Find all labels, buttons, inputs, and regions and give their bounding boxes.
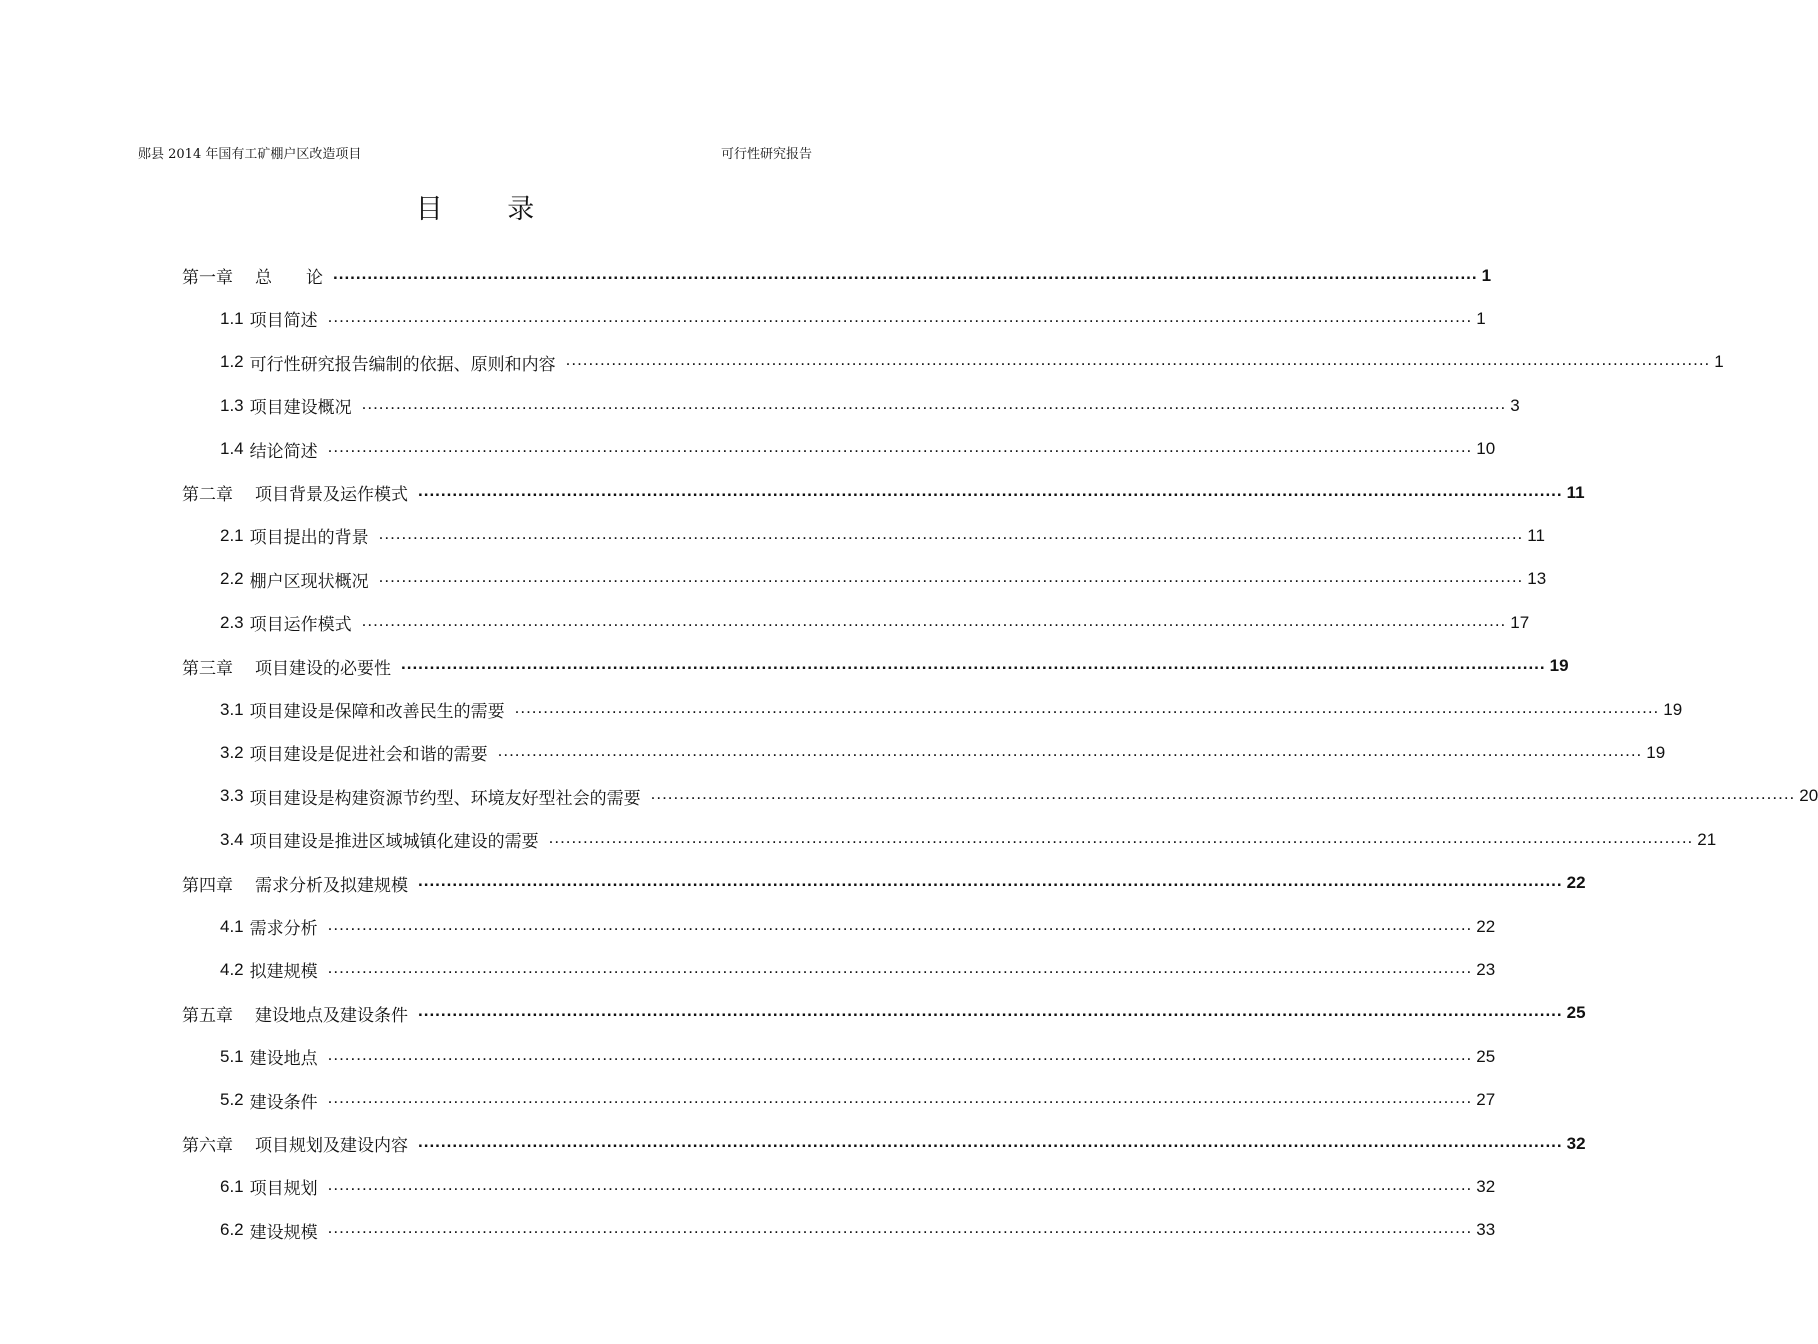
toc-entry-number: 1.4 bbox=[220, 439, 244, 459]
toc-dot-leader: ........................................................................................................................................................................................................ bbox=[418, 1131, 1563, 1151]
toc-dot-leader: ........................................................................................................................................................................................................ bbox=[378, 523, 1524, 543]
toc-entry-number: 第二章 bbox=[182, 485, 233, 504]
toc-dot-leader: ........................................................................................................................................................................................................ bbox=[650, 784, 1796, 804]
toc-section-entry[interactable] bbox=[220, 688, 1683, 731]
toc-dot-leader: ........................................................................................................................................................................................................ bbox=[361, 393, 1507, 413]
toc-section-entry[interactable] bbox=[220, 601, 1530, 644]
toc-entry-number: 6.1 bbox=[220, 1176, 244, 1196]
toc-entry-title: 项目简述 bbox=[249, 311, 318, 332]
toc-section-entry[interactable] bbox=[220, 428, 1496, 471]
toc-entry-number: 6.2 bbox=[220, 1220, 244, 1240]
toc-page-number: 1 bbox=[1476, 308, 1486, 328]
toc-page-number: 22 bbox=[1476, 916, 1496, 936]
toc-entry-number: 3.4 bbox=[220, 829, 244, 849]
toc-dot-leader: ........................................................................................................................................................................................................ bbox=[327, 914, 1473, 934]
toc-page-number: 32 bbox=[1476, 1176, 1496, 1196]
toc-dot-leader: ........................................................................................................................................................................................................ bbox=[378, 567, 1524, 587]
toc-page-number: 22 bbox=[1566, 873, 1586, 893]
toc-entry-number: 1.3 bbox=[220, 395, 244, 415]
toc-entry-title: 项目建设概况 bbox=[249, 398, 352, 419]
page-header bbox=[138, 142, 812, 162]
toc-entry-number: 3.2 bbox=[220, 742, 244, 762]
toc-entry-title: 建设规模 bbox=[249, 1222, 318, 1243]
toc-page-number: 27 bbox=[1476, 1090, 1496, 1110]
toc-entry-title: 结论简述 bbox=[249, 441, 318, 462]
toc-page-number: 3 bbox=[1510, 395, 1520, 415]
toc-chapter-entry[interactable] bbox=[182, 254, 1492, 297]
toc-entry-title: 项目建设是保障和改善民生的需要 bbox=[249, 702, 505, 722]
toc-page-number: 23 bbox=[1476, 959, 1496, 979]
toc-dot-leader: ........................................................................................................................................................................................................ bbox=[497, 740, 1643, 760]
toc-entry-title: 项目提出的背景 bbox=[249, 528, 369, 549]
toc-entry-number: 4.2 bbox=[220, 959, 244, 979]
toc-entry-title: 项目建设是推进区域城镇化建设的需要 bbox=[249, 832, 539, 853]
toc-page-number: 32 bbox=[1566, 1133, 1586, 1153]
toc-entry-number: 3.3 bbox=[220, 786, 244, 806]
toc-entry-title: 拟建规模 bbox=[249, 962, 318, 983]
toc-dot-leader: ........................................................................................................................................................................................................ bbox=[361, 610, 1507, 630]
toc-entry-title: 项目规划 bbox=[249, 1179, 318, 1200]
toc-dot-leader: ........................................................................................................................................................................................................ bbox=[514, 697, 1660, 717]
toc-chapter-entry[interactable] bbox=[182, 862, 1586, 905]
toc-entry-title: 建设条件 bbox=[249, 1092, 318, 1113]
toc-entry-title: 总 论 bbox=[255, 268, 323, 288]
toc-entry-title: 项目建设是构建资源节约型、环境友好型社会的需要 bbox=[249, 788, 641, 809]
toc-entry-title: 棚户区现状概况 bbox=[249, 571, 369, 592]
toc-section-entry[interactable] bbox=[220, 731, 1666, 774]
toc-page-number: 33 bbox=[1476, 1220, 1496, 1240]
toc-section-entry[interactable] bbox=[220, 1165, 1496, 1208]
toc-dot-leader: ........................................................................................................................................................................................................ bbox=[327, 437, 1473, 457]
toc-entry-number: 2.1 bbox=[220, 525, 244, 545]
toc-entry-number: 5.2 bbox=[220, 1090, 244, 1110]
toc-entry-number: 3.1 bbox=[220, 699, 244, 719]
toc-entry-number: 2.2 bbox=[220, 569, 244, 589]
toc-section-entry[interactable] bbox=[220, 948, 1496, 991]
toc-page-number: 21 bbox=[1697, 829, 1717, 849]
toc-page-number: 25 bbox=[1566, 1003, 1586, 1023]
toc-dot-leader: ........................................................................................................................................................................................................ bbox=[327, 1218, 1473, 1238]
toc-dot-leader: ........................................................................................................................................................................................................ bbox=[548, 827, 1694, 847]
toc-chapter-entry[interactable] bbox=[182, 471, 1585, 514]
toc-page-number: 1 bbox=[1714, 352, 1724, 372]
toc-dot-leader: ........................................................................................................................................................................................................ bbox=[327, 957, 1473, 977]
toc-entry-title: 项目运作模式 bbox=[249, 615, 352, 636]
toc-section-entry[interactable] bbox=[220, 818, 1717, 861]
toc-page-number: 11 bbox=[1566, 482, 1585, 502]
toc-entry-title: 需求分析 bbox=[249, 919, 318, 939]
toc-entry-number: 第六章 bbox=[182, 1136, 233, 1155]
toc-entry-number: 1.2 bbox=[220, 352, 244, 372]
toc-entry-number: 2.3 bbox=[220, 612, 244, 632]
toc-section-entry[interactable] bbox=[220, 514, 1545, 557]
toc-entry-number: 第四章 bbox=[182, 875, 233, 895]
toc-dot-leader: ........................................................................................................................................................................................................ bbox=[418, 1001, 1563, 1021]
toc-section-entry[interactable] bbox=[220, 775, 1818, 818]
page-title: 目 录 bbox=[415, 194, 563, 225]
toc-dot-leader: ........................................................................................................................................................................................................ bbox=[333, 263, 1478, 283]
toc-section-entry[interactable] bbox=[220, 297, 1486, 340]
toc-dot-leader: ........................................................................................................................................................................................................ bbox=[565, 350, 1711, 370]
toc-section-entry[interactable] bbox=[220, 558, 1547, 601]
toc-section-entry[interactable] bbox=[220, 905, 1496, 948]
toc-section-entry[interactable] bbox=[220, 1079, 1496, 1122]
toc-dot-leader: ........................................................................................................................................................................................................ bbox=[401, 654, 1546, 674]
toc-page-number: 19 bbox=[1646, 742, 1666, 762]
header-report-type: 可行性研究报告 bbox=[720, 146, 812, 162]
toc-page-number: 19 bbox=[1549, 656, 1569, 676]
toc-page-number: 19 bbox=[1663, 699, 1683, 719]
toc-chapter-entry[interactable] bbox=[182, 1122, 1586, 1165]
toc-page-number: 11 bbox=[1527, 525, 1545, 545]
toc-entry-number: 4.1 bbox=[220, 916, 244, 936]
toc-entry-title: 需求分析及拟建规模 bbox=[255, 875, 408, 896]
toc-entry-title: 项目背景及运作模式 bbox=[255, 485, 408, 505]
toc-section-entry[interactable] bbox=[220, 384, 1520, 427]
toc-page-number: 10 bbox=[1476, 439, 1496, 459]
toc-page-number: 17 bbox=[1510, 612, 1530, 632]
toc-chapter-entry[interactable] bbox=[182, 992, 1586, 1035]
header-project-name: 郧县 2014 年国有工矿棚户区改造项目 bbox=[138, 146, 362, 162]
toc-entry-number: 5.1 bbox=[220, 1046, 244, 1066]
toc-dot-leader: ........................................................................................................................................................................................................ bbox=[418, 871, 1563, 891]
toc-entry-title: 项目建设是促进社会和谐的需要 bbox=[249, 745, 488, 766]
toc-dot-leader: ........................................................................................................................................................................................................ bbox=[327, 1088, 1473, 1108]
toc-section-entry[interactable] bbox=[220, 1035, 1496, 1078]
toc-chapter-entry[interactable] bbox=[182, 645, 1569, 688]
toc-entry-title: 项目建设的必要性 bbox=[255, 658, 391, 679]
toc-page-number: 13 bbox=[1527, 569, 1547, 589]
toc-entry-title: 可行性研究报告编制的依据、原则和内容 bbox=[249, 354, 556, 375]
toc-entry-number: 第三章 bbox=[182, 658, 233, 678]
toc-dot-leader: ........................................................................................................................................................................................................ bbox=[327, 1044, 1473, 1064]
toc-entry-number: 1.1 bbox=[220, 308, 244, 328]
toc-entry-title: 建设地点及建设条件 bbox=[255, 1005, 408, 1026]
toc-page-number: 20 bbox=[1799, 786, 1818, 806]
toc-section-entry[interactable] bbox=[220, 1209, 1496, 1252]
toc-entry-number: 第一章 bbox=[182, 268, 233, 287]
toc-dot-leader: ........................................................................................................................................................................................................ bbox=[327, 1174, 1473, 1194]
toc-dot-leader: ........................................................................................................................................................................................................ bbox=[418, 480, 1563, 500]
toc-dot-leader: ........................................................................................................................................................................................................ bbox=[327, 306, 1473, 326]
toc-entry-title: 项目规划及建设内容 bbox=[255, 1136, 408, 1156]
toc-page-number: 25 bbox=[1476, 1046, 1496, 1066]
toc-section-entry[interactable] bbox=[220, 341, 1724, 384]
toc-page-number: 1 bbox=[1481, 265, 1492, 285]
toc-entry-title: 建设地点 bbox=[249, 1049, 318, 1070]
toc-entry-number: 第五章 bbox=[182, 1005, 233, 1025]
